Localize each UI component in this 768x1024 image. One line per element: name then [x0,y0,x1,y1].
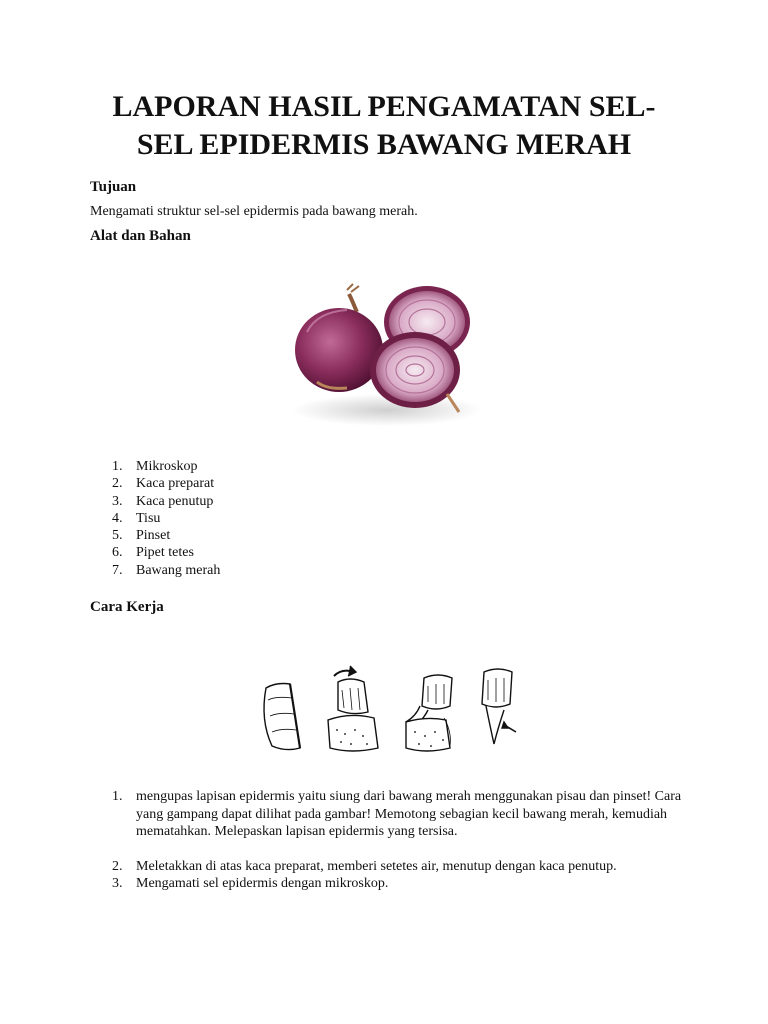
list-item: 2. Kaca preparat [112,476,215,492]
list-item: 7. Bawang merah [112,562,221,578]
list-item: 1. mengupas lapisan epidermis yaitu siung dari bawang merah menggunakan pisau dan pinset! Cara yang gampang dapat dilihat pada gambar! Memotong sebagian kecil bawang merah, kemudiah mematahkan. Melepaskan lapisan epidermis yang tersisa. [112,789,682,839]
list-item: 5. Pinset [112,528,171,544]
list-item: 3. Mengamati sel epidermis dengan mikroskop. [112,876,389,891]
list-item: 2. Meletakkan di atas kaca preparat, memberi setetes air, menutup dengan kaca penutup. [112,858,617,874]
peeling-steps-diagram [246,660,526,770]
alat-heading: Alat dan Bahan [90,228,191,244]
list-item: 6. Pipet tetes [112,545,194,561]
list-item: 4. Tisu [112,510,161,526]
alat-list [90,458,390,579]
list-item: 3. Kaca penutup [112,493,214,509]
red-onion-image [287,282,482,427]
cara-heading: Cara Kerja [90,599,164,615]
title-line-2: SEL EPIDERMIS BAWANG MERAH [136,128,632,161]
page-title [60,88,708,164]
tujuan-heading: Tujuan [90,179,137,195]
tujuan-text: Mengamati struktur sel-sel epidermis pada bawang merah. [90,204,418,219]
cara-steps-list [90,788,690,893]
title-line-1: LAPORAN HASIL PENGAMATAN SEL- [112,90,656,123]
list-item: 1. Mikroskop [112,459,198,474]
